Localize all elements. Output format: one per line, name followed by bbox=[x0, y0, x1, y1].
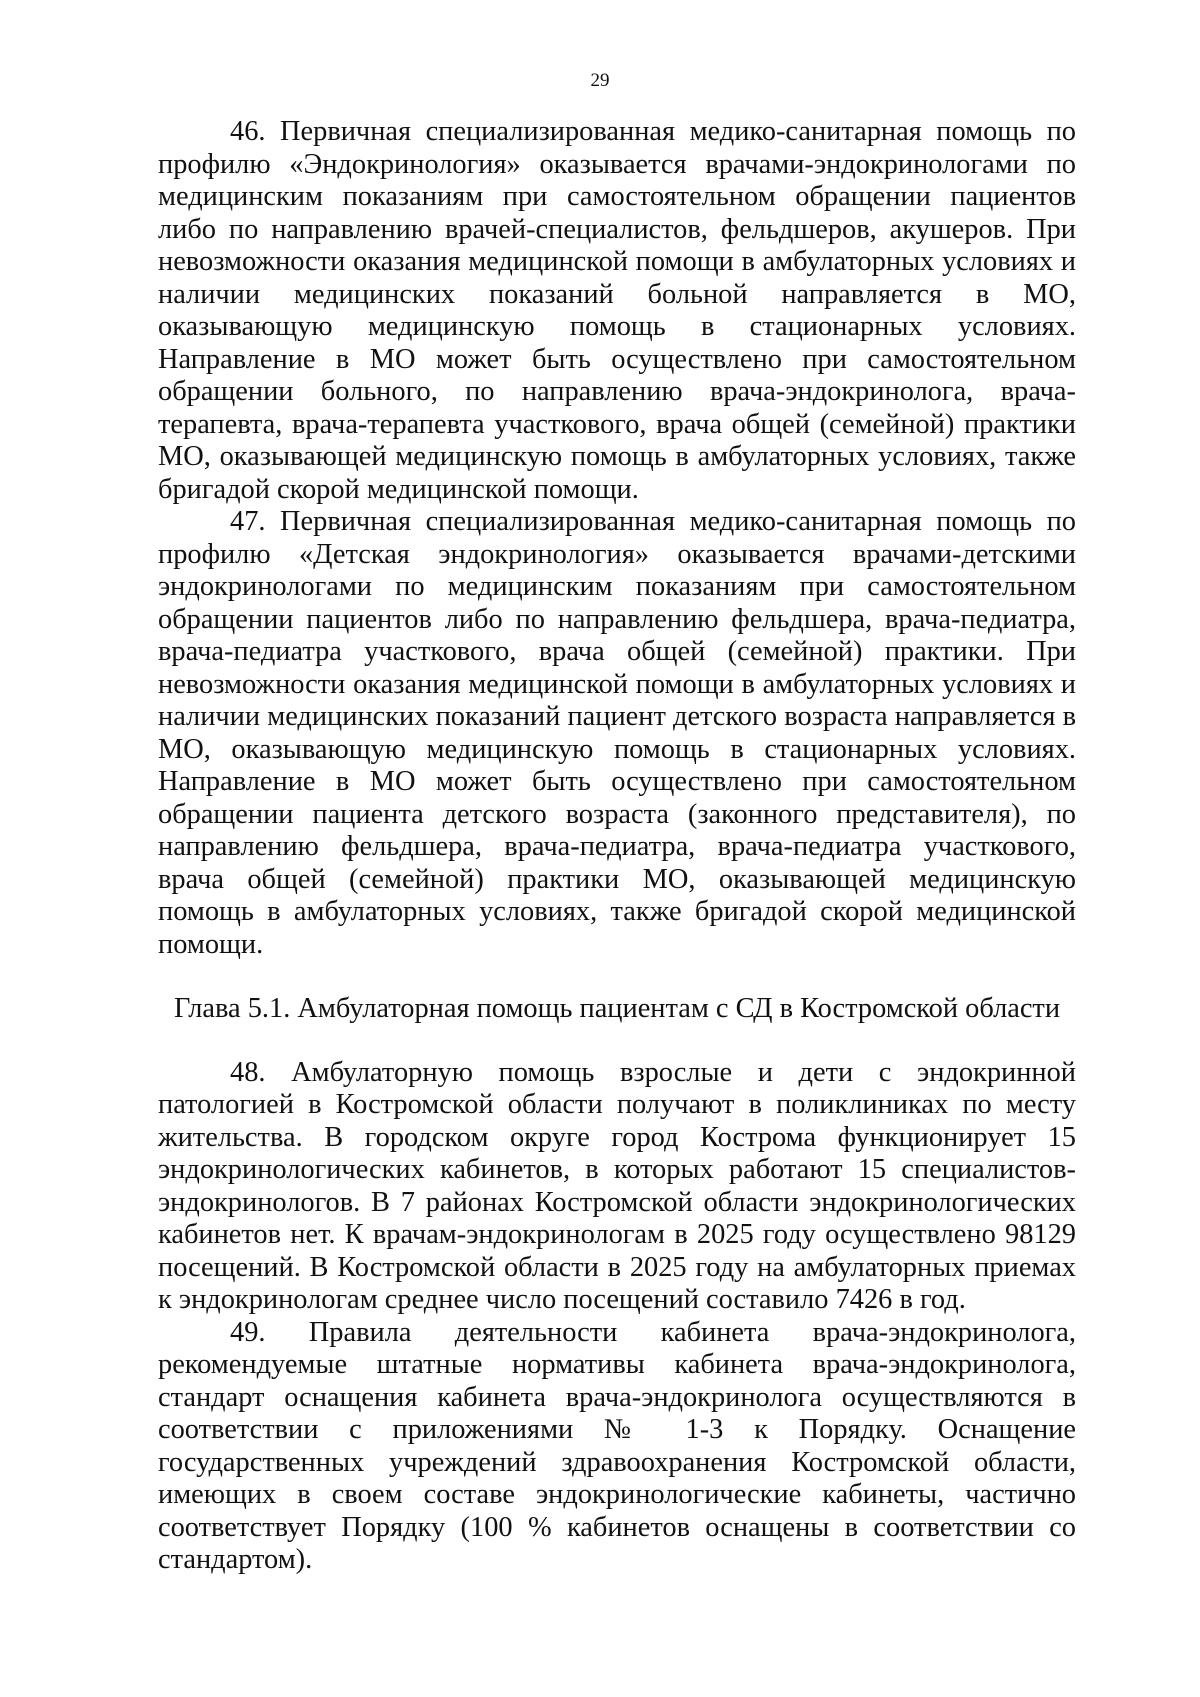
paragraph-48: 48. Амбулаторную помощь взрослые и дети с эндокринной патологией в Костромской области получают в поликлиниках по месту жительства. В городском округе город Кострома функционирует 15 эндокринологических кабинетов, в которых работают 15 специалистов-эндокринологов. В 7 районах Костромской области эндокринологических кабинетов нет. К врачам-эндокринологам в 2025 году осуществлено 98129 посещений. В Костромской области в 2025 году на амбулаторных приемах к эндокринологам среднее число посещений составило 7426 в год. bbox=[158, 1056, 1076, 1315]
paragraph-49: 49. Правила деятельности кабинета врача-эндокринолога, рекомендуемые штатные нормативы кабинета врача-эндокринолога, стандарт оснащения кабинета врача-эндокринолога осуществляются в соответствии с приложениями № 1-3 к Порядку. Оснащение государственных учреждений здравоохранения Костромской области, имеющих в своем составе эндокринологические кабинеты, частично соответствует Порядку (100 % кабинетов оснащены в соответствии со стандартом). bbox=[158, 1316, 1076, 1575]
document-body bbox=[158, 116, 1076, 1577]
page-number: 29 bbox=[590, 70, 610, 91]
paragraph-46: 46. Первичная специализированная медико-санитарная помощь по профилю «Эндокринология» оказывается врачами-эндокринологами по медицинским показаниям при самостоятельном обращении пациентов либо по направлению врачей-специалистов, фельдшеров, акушеров. При невозможности оказания медицинской помощи в амбулаторных условиях и наличии медицинских показаний больной направляется в МО, оказывающую медицинскую помощь в стационарных условиях. Направление в МО может быть осуществлено при самостоятельном обращении больного, по направлению врача-эндокринолога, врача-терапевта, врача-терапевта участкового, врача общей (семейной) практики МО, оказывающей медицинскую помощь в амбулаторных условиях, также бригадой скорой медицинской помощи. bbox=[158, 116, 1076, 505]
paragraph-47: 47. Первичная специализированная медико-санитарная помощь по профилю «Детская эндокринология» оказывается врачами-детскими эндокринологами по медицинским показаниям при самостоятельном обращении пациентов либо по направлению фельдшера, врача-педиатра, врача-педиатра участкового, врача общей (семейной) практики. При невозможности оказания медицинской помощи в амбулаторных условиях и наличии медицинских показаний пациент детского возраста направляется в МО, оказывающую медицинскую помощь в стационарных условиях. Направление в МО может быть осуществлено при самостоятельном обращении пациента детского возраста (законного представителя), по направлению фельдшера, врача-педиатра, врача-педиатра участкового, врача общей (семейной) практики МО, оказывающей медицинскую помощь в амбулаторных условиях, также бригадой скорой медицинской помощи. bbox=[158, 506, 1076, 960]
chapter-title: Глава 5.1. Амбулаторная помощь пациентам с СД в Костромской области bbox=[173, 993, 1061, 1024]
